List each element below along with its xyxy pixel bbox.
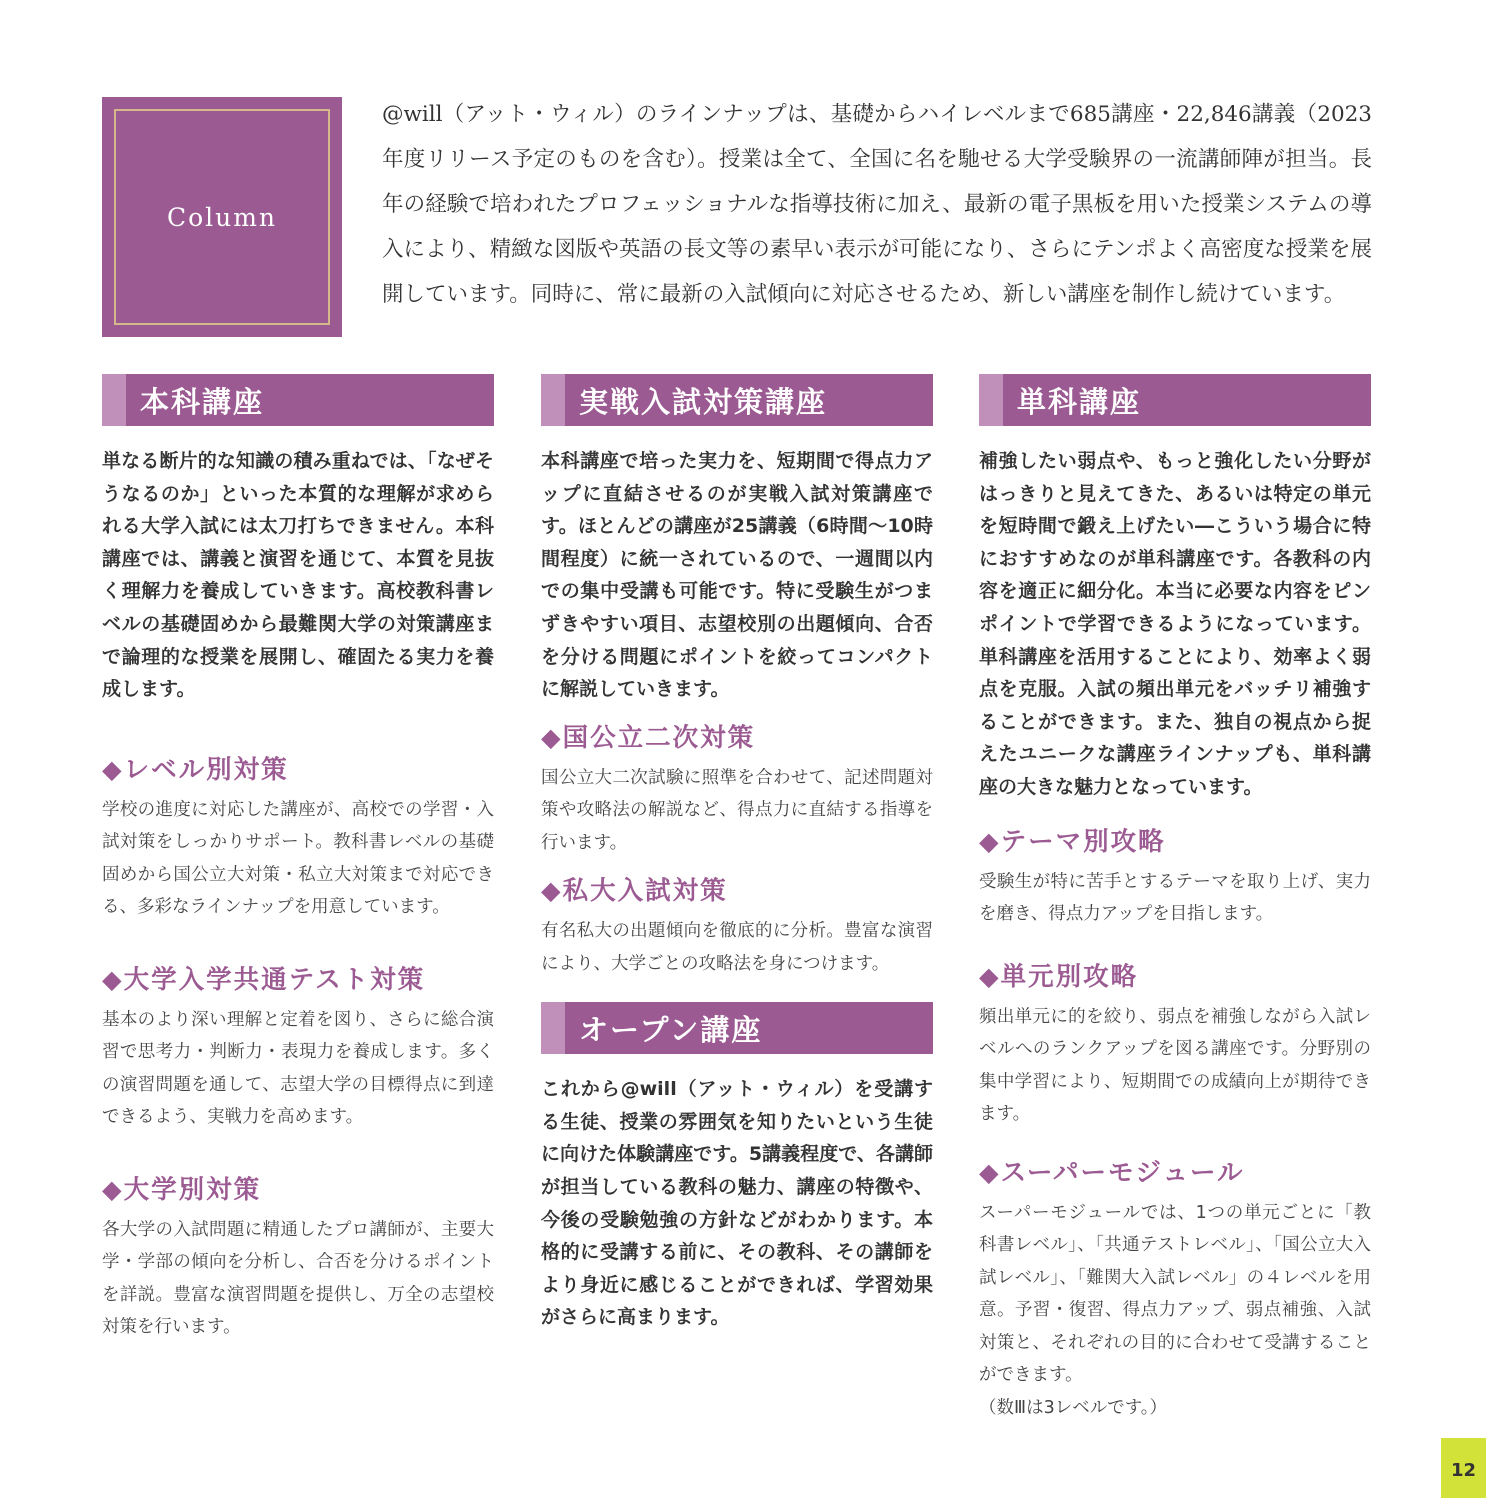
tanka-column [979, 374, 1371, 1424]
level-body: 学校の進度に対応した講座が、高校での学習・入試対策をしっかりサポート。教科書レベルの基礎固めから国公立大対策・私立大対策まで対応できる、多彩なラインナップを用意しています。 [102, 799, 494, 918]
tanka-body: 補強したい弱点や、もっと強化したい分野がはっきりと見えてきた、あるいは特定の単元を短時間で鍛え上げたい―こういう場合に特におすすめなのが単科講座です。各教科の内容を適正に細分化。本当に必要な内容をピンポイントで学習できるようになっています。単科講座を活用することにより、効率よく弱点を克服。入試の頻出単元をバッチリ補強することができます。また、独自の視点から捉えたユニークな講座ラインナップも、単科講座の大きな魅力となっています。 [979, 450, 1371, 798]
column-label: Column [166, 202, 278, 232]
page-number: 12 [1441, 1438, 1486, 1498]
common-test-subhead: ◆大学入学共通テスト対策 [102, 964, 426, 995]
open-title: オープン講座 [579, 1012, 763, 1047]
unit-body: 頻出単元に的を絞り、弱点を補強しながら入試レベルへのランクアップを図る講座です。分野別の集中学習により、短期間での成績向上が期待できます。 [979, 1006, 1371, 1125]
super-module-subhead: ◆スーパーモジュール [979, 1157, 1245, 1188]
honka-column [102, 374, 494, 1344]
super-module-note: （数Ⅲは3レベルです。） [979, 1397, 1168, 1418]
jissen-header [541, 374, 933, 426]
jissen-body: 本科講座で培った実力を、短期間で得点力アップに直結させるのが実戦入試対策講座です。ほとんどの講座が25講義（6時間〜10時間程度）に統一されているので、一週間以内での集中受講も可能です。特に受験生がつまずきやすい項目、志望校別の出題傾向、合否を分ける問題にポイントを絞ってコンパクトに解説していきます。 [541, 450, 933, 701]
level-subhead: ◆レベル別対策 [102, 754, 289, 785]
honka-body: 単なる断片的な知識の積み重ねでは、「なぜそうなるのか」といった本質的な理解が求められる大学入試には太刀打ちできません。本科講座では、講義と演習を通じて、本質を見抜く理解力を養成していきます。高校教科書レベルの基礎固めから最難関大学の対策講座まで論理的な授業を展開し、確固たる実力を養成します。 [102, 450, 494, 701]
theme-subhead: ◆テーマ別攻略 [979, 826, 1166, 857]
university-body: 各大学の入試問題に精通したプロ講師が、主要大学・学部の傾向を分析し、合否を分けるポイントを詳説。豊富な演習問題を提供し、万全の志望校対策を行います。 [102, 1219, 494, 1338]
private-subhead: ◆私大入試対策 [541, 876, 728, 907]
honka-title: 本科講座 [140, 384, 265, 419]
honka-header [102, 374, 494, 426]
open-body: これから@will（アット・ウィル）を受講する生徒、授業の雰囲気を知りたいという生徒に向けた体験講座です。5講義程度で、各講師が担当している教科の魅力、講座の特徴や、今後の受験勉強の方針などがわかります。本格的に受講する前に、その教科、その講師をより身近に感じることができれば、学習効果がさらに高まります。 [541, 1078, 933, 1329]
unit-subhead: ◆単元別攻略 [979, 961, 1139, 992]
common-test-body: 基本のより深い理解と定着を図り、さらに総合演習で思考力・判断力・表現力を養成します。多くの演習問題を通して、志望大学の目標得点に到達できるよう、実戦力を高めます。 [102, 1009, 494, 1128]
national-subhead: ◆国公立二次対策 [541, 722, 756, 753]
super-module-body: スーパーモジュールでは、1つの単元ごとに「教科書レベル」、「共通テストレベル」、「国公立大入試レベル」、「難関大入試レベル」の４レベルを用意。予習・復習、得点力アップ、弱点補強、入試対策と、それぞれの目的に合わせて受講することができます。 [979, 1202, 1371, 1386]
university-subhead: ◆大学別対策 [102, 1174, 262, 1205]
theme-body: 受験生が特に苦手とするテーマを取り上げ、実力を磨き、得点力アップを目指します。 [979, 871, 1371, 925]
column-badge [102, 97, 342, 337]
national-body: 国公立大二次試験に照準を合わせて、記述問題対策や攻略法の解説など、得点力に直結する指導を行います。 [541, 767, 933, 853]
jissen-title: 実戦入試対策講座 [579, 384, 828, 419]
tanka-header [979, 374, 1371, 426]
jissen-column [541, 374, 933, 1334]
column-badge-frame [114, 109, 330, 325]
tanka-title: 単科講座 [1017, 384, 1142, 419]
intro-paragraph: @will（アット・ウィル）のラインナップは、基礎からハイレベルまで685講座・22,846講義（2023年度リリース予定のものを含む）。授業は全て、全国に名を馳せる大学受験界の一流講師陣が担当。長年の経験で培われたプロフェッショナルな指導技術に加え、最新の電子黒板を用いた授業システムの導入により、精緻な図版や英語の長文等の素早い表示が可能になり、さらにテンポよく高密度な授業を展開しています。同時に、常に最新の入試傾向に対応させるため、新しい講座を制作し続けています。 [382, 102, 1372, 307]
private-body: 有名私大の出題傾向を徹底的に分析。豊富な演習により、大学ごとの攻略法を身につけます。 [541, 921, 933, 974]
open-header [541, 1002, 933, 1054]
